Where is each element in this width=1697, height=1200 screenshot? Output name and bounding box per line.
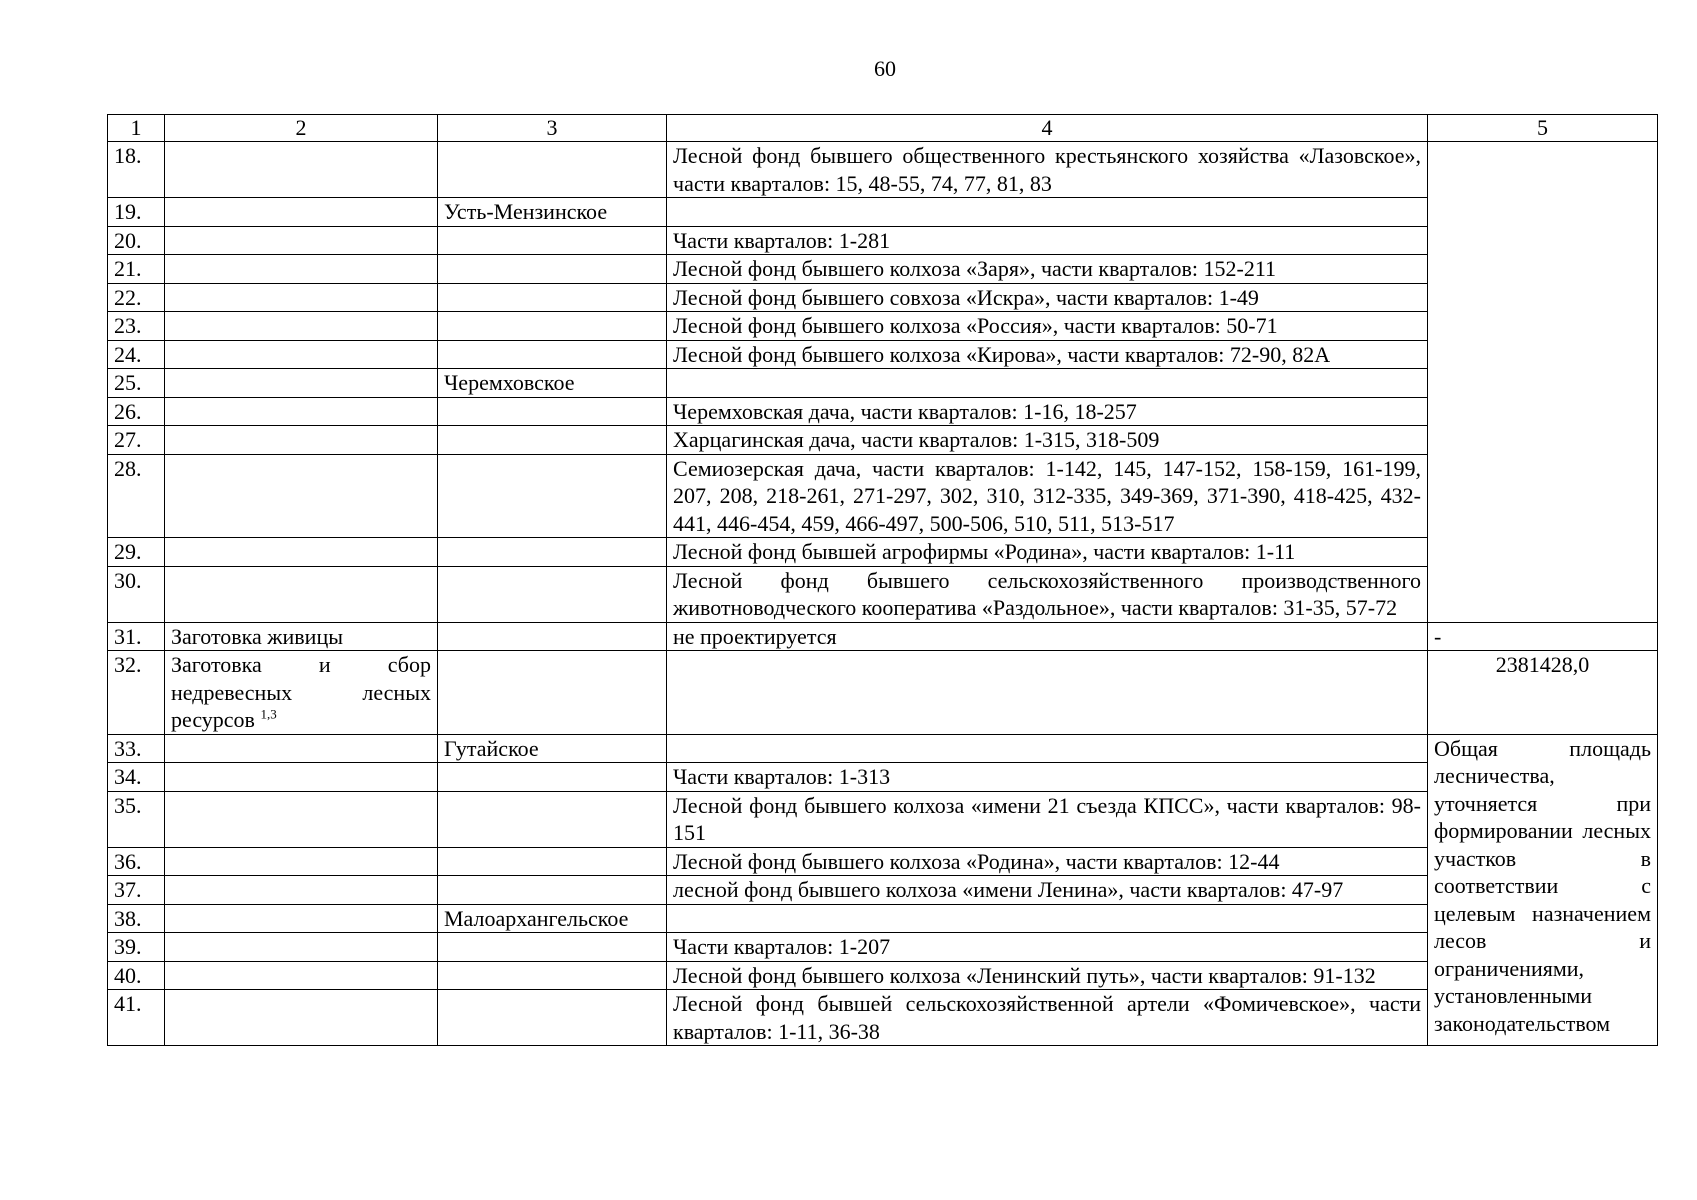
row-number: 23. bbox=[108, 312, 165, 341]
header-col-2: 2 bbox=[165, 115, 438, 142]
district-cell: Усть-Мензинское bbox=[438, 198, 667, 227]
quarters-cell: Лесной фонд бывшего колхоза «имени 21 съезда КПСС», части кварталов: 98-151 bbox=[667, 791, 1428, 847]
row-number: 19. bbox=[108, 198, 165, 227]
district-cell bbox=[438, 651, 667, 735]
table-row bbox=[108, 961, 1658, 990]
table-row bbox=[108, 198, 1658, 227]
district-cell bbox=[438, 426, 667, 455]
row-number: 18. bbox=[108, 142, 165, 198]
district-cell bbox=[438, 283, 667, 312]
activity-cell bbox=[165, 847, 438, 876]
quarters-cell: Лесной фонд бывшей агрофирмы «Родина», части кварталов: 1-11 bbox=[667, 538, 1428, 567]
activity-cell bbox=[165, 933, 438, 962]
row-number: 39. bbox=[108, 933, 165, 962]
activity-cell bbox=[165, 990, 438, 1046]
district-cell bbox=[438, 990, 667, 1046]
table-row bbox=[108, 397, 1658, 426]
quarters-cell bbox=[667, 369, 1428, 398]
activity-cell bbox=[165, 651, 438, 735]
table-header-row bbox=[108, 115, 1658, 142]
table-row bbox=[108, 454, 1658, 538]
activity-cell bbox=[165, 226, 438, 255]
district-cell: Гутайское bbox=[438, 734, 667, 763]
district-cell: Малоархангельское bbox=[438, 904, 667, 933]
table-row bbox=[108, 734, 1658, 763]
quarters-cell: лесной фонд бывшего колхоза «имени Ленина», части кварталов: 47-97 bbox=[667, 876, 1428, 905]
row-number: 26. bbox=[108, 397, 165, 426]
table-row bbox=[108, 904, 1658, 933]
area-note-cell: Общая площадь лесничества, уточняется при формировании лесных участков в соответствии с целевым назначением лесов и ограничениями, установленными законодательством bbox=[1428, 734, 1658, 1046]
area-cell-blank bbox=[1428, 142, 1658, 623]
row-number: 25. bbox=[108, 369, 165, 398]
header-col-5: 5 bbox=[1428, 115, 1658, 142]
forest-use-table bbox=[107, 114, 1658, 1046]
activity-cell bbox=[165, 426, 438, 455]
quarters-cell: не проектируется bbox=[667, 622, 1428, 651]
table-row bbox=[108, 312, 1658, 341]
activity-cell bbox=[165, 312, 438, 341]
table-row bbox=[108, 226, 1658, 255]
table-row bbox=[108, 255, 1658, 284]
row-number: 32. bbox=[108, 651, 165, 735]
table-row bbox=[108, 847, 1658, 876]
quarters-cell: Лесной фонд бывшего колхоза «Россия», части кварталов: 50-71 bbox=[667, 312, 1428, 341]
district-cell bbox=[438, 340, 667, 369]
row-number: 29. bbox=[108, 538, 165, 567]
table-row bbox=[108, 566, 1658, 622]
table-row bbox=[108, 426, 1658, 455]
activity-cell bbox=[165, 283, 438, 312]
activity-cell bbox=[165, 255, 438, 284]
row-number: 35. bbox=[108, 791, 165, 847]
header-col-1: 1 bbox=[108, 115, 165, 142]
activity-cell: Заготовка живицы bbox=[165, 622, 438, 651]
row-number: 21. bbox=[108, 255, 165, 284]
quarters-cell: Части кварталов: 1-281 bbox=[667, 226, 1428, 255]
district-cell bbox=[438, 961, 667, 990]
district-cell bbox=[438, 876, 667, 905]
quarters-cell: Черемховская дача, части кварталов: 1-16, 18-257 bbox=[667, 397, 1428, 426]
district-cell bbox=[438, 933, 667, 962]
district-cell bbox=[438, 454, 667, 538]
district-cell bbox=[438, 622, 667, 651]
table-row bbox=[108, 538, 1658, 567]
quarters-cell: Семиозерская дача, части кварталов: 1-142, 145, 147-152, 158-159, 161-199, 207, 208, 218-261, 271-297, 302, 310, 312-335, 349-369, 371-390, 418-425, 432-441, 446-454, 459, 466-497, 500-506, 510, 511, 513-517 bbox=[667, 454, 1428, 538]
table-row bbox=[108, 651, 1658, 735]
activity-cell bbox=[165, 734, 438, 763]
district-cell bbox=[438, 226, 667, 255]
activity-cell bbox=[165, 142, 438, 198]
quarters-cell: Лесной фонд бывшего совхоза «Искра», части кварталов: 1-49 bbox=[667, 283, 1428, 312]
row-number: 22. bbox=[108, 283, 165, 312]
row-number: 34. bbox=[108, 763, 165, 792]
activity-cell bbox=[165, 961, 438, 990]
page-number: 60 bbox=[874, 56, 896, 81]
quarters-cell: Харцагинская дача, части кварталов: 1-315, 318-509 bbox=[667, 426, 1428, 455]
quarters-cell: Лесной фонд бывшего сельскохозяйственного производственного животноводческого кооператива «Раздольное», части кварталов: 31-35, 57-72 bbox=[667, 566, 1428, 622]
activity-cell bbox=[165, 566, 438, 622]
quarters-cell: Лесной фонд бывшего колхоза «Заря», части кварталов: 152-211 bbox=[667, 255, 1428, 284]
row-number: 36. bbox=[108, 847, 165, 876]
district-cell bbox=[438, 255, 667, 284]
district-cell bbox=[438, 566, 667, 622]
row-number: 40. bbox=[108, 961, 165, 990]
district-cell bbox=[438, 538, 667, 567]
footnote-ref: 1,3 bbox=[260, 706, 277, 722]
activity-cell bbox=[165, 454, 438, 538]
row-number: 37. bbox=[108, 876, 165, 905]
district-cell bbox=[438, 312, 667, 341]
quarters-cell: Лесной фонд бывшего колхоза «Родина», части кварталов: 12-44 bbox=[667, 847, 1428, 876]
quarters-cell: Части кварталов: 1-207 bbox=[667, 933, 1428, 962]
row-number: 41. bbox=[108, 990, 165, 1046]
activity-text: Заготовка и сбор недревесных лесных ресурсов bbox=[171, 652, 431, 732]
row-number: 31. bbox=[108, 622, 165, 651]
district-cell bbox=[438, 847, 667, 876]
activity-cell bbox=[165, 538, 438, 567]
row-number: 24. bbox=[108, 340, 165, 369]
table-row bbox=[108, 622, 1658, 651]
row-number: 20. bbox=[108, 226, 165, 255]
row-number: 38. bbox=[108, 904, 165, 933]
quarters-cell bbox=[667, 198, 1428, 227]
area-cell: - bbox=[1428, 622, 1658, 651]
row-number: 33. bbox=[108, 734, 165, 763]
activity-cell bbox=[165, 397, 438, 426]
table-row bbox=[108, 933, 1658, 962]
row-number: 27. bbox=[108, 426, 165, 455]
header-col-3: 3 bbox=[438, 115, 667, 142]
activity-cell bbox=[165, 904, 438, 933]
activity-cell bbox=[165, 340, 438, 369]
table-row bbox=[108, 283, 1658, 312]
activity-cell bbox=[165, 763, 438, 792]
table-row bbox=[108, 876, 1658, 905]
table-row bbox=[108, 763, 1658, 792]
district-cell bbox=[438, 142, 667, 198]
table-row bbox=[108, 142, 1658, 198]
quarters-cell: Лесной фонд бывшего общественного крестьянского хозяйства «Лазовское», части кварталов: 15, 48-55, 74, 77, 81, 83 bbox=[667, 142, 1428, 198]
activity-cell bbox=[165, 198, 438, 227]
row-number: 30. bbox=[108, 566, 165, 622]
area-total-cell: 2381428,0 bbox=[1428, 651, 1658, 735]
quarters-cell bbox=[667, 904, 1428, 933]
quarters-cell: Лесной фонд бывшей сельскохозяйственной артели «Фомичевское», части кварталов: 1-11, 36-38 bbox=[667, 990, 1428, 1046]
quarters-cell: Лесной фонд бывшего колхоза «Ленинский путь», части кварталов: 91-132 bbox=[667, 961, 1428, 990]
table-row bbox=[108, 340, 1658, 369]
row-number: 28. bbox=[108, 454, 165, 538]
district-cell: Черемховское bbox=[438, 369, 667, 398]
quarters-cell bbox=[667, 651, 1428, 735]
table-row bbox=[108, 990, 1658, 1046]
activity-cell bbox=[165, 876, 438, 905]
activity-cell bbox=[165, 791, 438, 847]
table-row bbox=[108, 369, 1658, 398]
district-cell bbox=[438, 763, 667, 792]
district-cell bbox=[438, 397, 667, 426]
district-cell bbox=[438, 791, 667, 847]
quarters-cell: Лесной фонд бывшего колхоза «Кирова», части кварталов: 72-90, 82А bbox=[667, 340, 1428, 369]
table-row bbox=[108, 791, 1658, 847]
quarters-cell: Части кварталов: 1-313 bbox=[667, 763, 1428, 792]
activity-cell bbox=[165, 369, 438, 398]
header-col-4: 4 bbox=[667, 115, 1428, 142]
quarters-cell bbox=[667, 734, 1428, 763]
